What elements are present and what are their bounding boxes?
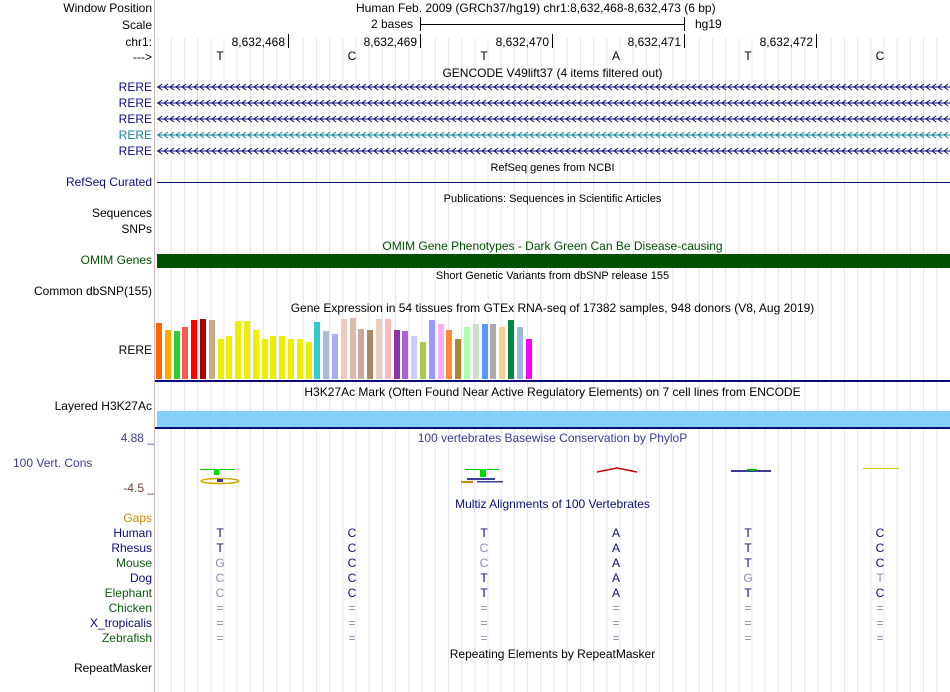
multiz-aligned-base: = [480, 631, 488, 645]
gtex-tissue-bar[interactable] [350, 318, 356, 379]
multiz-aligned-base: = [876, 601, 884, 615]
gtex-tissue-bar[interactable] [332, 334, 338, 379]
scale-bases: 2 bases [371, 17, 414, 31]
gtex-tissue-bar[interactable] [394, 330, 400, 379]
gtex-tissue-bar[interactable] [499, 327, 505, 379]
window-position-value: Human Feb. 2009 (GRCh37/hg19) chr1:8,632,468-8,632,473 (6 bp) [356, 1, 716, 15]
gtex-tissue-bar[interactable] [200, 319, 206, 379]
scale-label: Scale [121, 18, 152, 32]
multiz-aligned-base: C [347, 556, 357, 570]
gtex-tissue-bar[interactable] [455, 339, 461, 379]
gtex-tissue-bar[interactable] [341, 319, 347, 379]
multiz-aligned-base: C [875, 526, 885, 540]
multiz-species-label[interactable]: Human [113, 526, 152, 540]
reference-base: T [216, 49, 224, 63]
multiz-aligned-base: C [215, 571, 225, 585]
refseq-track-title[interactable]: RefSeq genes from NCBI [490, 162, 615, 174]
gtex-tissue-bar[interactable] [244, 321, 250, 379]
phylop-glyph-4 [731, 469, 771, 472]
multiz-aligned-base: = [348, 616, 356, 630]
phylop-track-title[interactable]: 100 vertebrates Basewise Conservation by PhyloP [417, 431, 688, 445]
gencode-transcript-strand[interactable] [155, 113, 950, 125]
multiz-aligned-base: = [216, 631, 224, 645]
gtex-track-label[interactable]: RERE [118, 343, 152, 357]
multiz-species-label[interactable]: Chicken [108, 601, 152, 615]
gtex-tissue-bar[interactable] [288, 339, 294, 379]
multiz-aligned-base: = [480, 601, 488, 615]
multiz-aligned-base: = [612, 631, 620, 645]
multiz-track-title[interactable]: Multiz Alignments of 100 Vertebrates [455, 497, 650, 511]
multiz-aligned-base: C [215, 586, 225, 600]
multiz-aligned-base: C [347, 586, 357, 600]
gtex-tissue-bar[interactable] [464, 327, 470, 379]
gtex-expression-bars[interactable] [156, 318, 556, 379]
multiz-aligned-base: A [611, 526, 620, 540]
phylop-track-label[interactable]: 100 Vert. Cons [13, 456, 93, 470]
reference-base: C [347, 49, 357, 63]
scale-bar-left-tick [420, 17, 421, 31]
reference-base: T [744, 49, 752, 63]
dbsnp-track-label[interactable]: Common dbSNP(155) [33, 284, 152, 298]
gtex-tissue-bar[interactable] [473, 324, 479, 379]
gtex-tissue-bar[interactable] [191, 320, 197, 379]
gtex-tissue-bar[interactable] [402, 331, 408, 379]
gtex-tissue-bar[interactable] [429, 320, 435, 379]
gtex-tissue-bar[interactable] [490, 324, 496, 379]
gencode-transcript-strand[interactable] [155, 145, 950, 157]
dbsnp-track-title[interactable]: Short Genetic Variants from dbSNP release 155 [435, 270, 670, 282]
gtex-tissue-bar[interactable] [306, 342, 312, 379]
multiz-gaps-label[interactable]: Gaps [123, 511, 152, 525]
gencode-transcript-label[interactable]: RERE [118, 128, 152, 142]
multiz-aligned-base: G [215, 556, 225, 570]
ruler-tick [420, 34, 421, 48]
ruler-tick [552, 34, 553, 48]
multiz-aligned-base: = [876, 616, 884, 630]
multiz-aligned-base: T [744, 526, 752, 540]
multiz-aligned-base: C [479, 556, 489, 570]
multiz-species-label[interactable]: Mouse [115, 556, 152, 570]
multiz-aligned-base: A [611, 556, 620, 570]
gencode-transcript-strand[interactable] [155, 97, 950, 109]
multiz-aligned-base: T [216, 541, 224, 555]
gencode-transcript-label[interactable]: RERE [118, 96, 152, 110]
phylop-glyph-3 [597, 468, 637, 472]
phylop-glyph-5 [863, 468, 899, 469]
gtex-tissue-bar[interactable] [323, 331, 329, 379]
gtex-tissue-bar[interactable] [367, 330, 373, 379]
gtex-tissue-bar[interactable] [270, 336, 276, 379]
multiz-species-label[interactable]: Rhesus [111, 541, 152, 555]
multiz-aligned-base: G [743, 571, 753, 585]
scale-bar-right-tick [684, 17, 685, 31]
multiz-aligned-base: = [744, 601, 752, 615]
multiz-species-label[interactable]: Dog [129, 571, 152, 585]
multiz-aligned-base: T [480, 586, 488, 600]
gtex-tissue-bar[interactable] [226, 336, 232, 379]
gtex-tissue-bar[interactable] [156, 323, 162, 379]
ruler-position-label: 8,632,471 [627, 35, 681, 49]
reference-base: T [480, 49, 488, 63]
publications-snps-label[interactable]: SNPs [121, 222, 152, 236]
gtex-tissue-bar[interactable] [235, 321, 241, 379]
h3k27ac-track-title[interactable]: H3K27Ac Mark (Often Found Near Active Regulatory Elements) on 7 cell lines from ENCODE [304, 385, 801, 399]
multiz-aligned-base: T [480, 571, 488, 585]
h3k27ac-signal-bar[interactable] [157, 411, 950, 427]
gtex-tissue-bar[interactable] [209, 320, 215, 379]
gencode-track-title[interactable]: GENCODE V49lift37 (4 items filtered out) [442, 66, 663, 80]
gencode-transcript-strand[interactable] [155, 81, 950, 93]
gtex-tissue-bar[interactable] [314, 322, 320, 379]
multiz-aligned-base: C [347, 526, 357, 540]
multiz-aligned-base: = [876, 631, 884, 645]
ruler-position-label: 8,632,469 [363, 35, 417, 49]
multiz-aligned-base: T [744, 541, 752, 555]
multiz-aligned-base: T [744, 586, 752, 600]
gtex-tissue-bar[interactable] [385, 319, 391, 379]
gtex-tissue-bar[interactable] [279, 336, 285, 379]
gencode-transcript-label[interactable]: RERE [118, 80, 152, 94]
h3k27ac-track-label[interactable]: Layered H3K27Ac [54, 399, 152, 413]
multiz-species-label[interactable]: Zebrafish [101, 631, 152, 645]
multiz-aligned-base: T [876, 571, 884, 585]
multiz-aligned-base: T [216, 526, 224, 540]
ruler-position-label: 8,632,468 [231, 35, 285, 49]
gtex-tissue-bar[interactable] [526, 339, 532, 379]
gtex-tissue-bar[interactable] [517, 327, 523, 379]
gtex-tissue-bar[interactable] [253, 330, 259, 379]
gencode-transcript-label[interactable]: RERE [118, 144, 152, 158]
omim-track-label[interactable]: OMIM Genes [80, 253, 152, 267]
publications-sequences-label[interactable]: Sequences [91, 206, 152, 220]
multiz-aligned-base: = [216, 616, 224, 630]
scale-assembly: hg19 [695, 17, 722, 31]
gencode-transcript-label[interactable]: RERE [118, 112, 152, 126]
gtex-tissue-bar[interactable] [182, 327, 188, 379]
gtex-tissue-bar[interactable] [420, 342, 426, 379]
repeatmasker-track-label[interactable]: RepeatMasker [73, 661, 152, 675]
ruler-tick [684, 34, 685, 48]
gtex-tissue-bar[interactable] [297, 339, 303, 379]
phylop-max-label: 4.88 _ [120, 431, 154, 445]
reference-base: A [611, 49, 620, 63]
phylop-signal[interactable] [155, 462, 950, 486]
phylop-min-label: -4.5 _ [123, 481, 154, 495]
gtex-tissue-bar[interactable] [358, 329, 364, 379]
refseq-gene-line[interactable] [157, 182, 950, 183]
h3k27ac-track-baseline [155, 427, 950, 429]
multiz-aligned-base: C [479, 541, 489, 555]
multiz-aligned-base: A [611, 571, 620, 585]
multiz-aligned-base: = [744, 631, 752, 645]
gtex-track-title[interactable]: Gene Expression in 54 tissues from GTEx RNA-seq of 17382 samples, 948 donors (V8, Aug 2019) [290, 301, 815, 315]
multiz-species-label[interactable]: X_tropicalis [89, 616, 152, 630]
gtex-tissue-bar[interactable] [482, 324, 488, 379]
gtex-tissue-bar[interactable] [262, 339, 268, 379]
multiz-aligned-base: T [744, 556, 752, 570]
omim-gene-bar[interactable] [157, 254, 950, 268]
publications-track-title[interactable]: Publications: Sequences in Scientific Articles [443, 193, 662, 205]
gtex-tissue-bar[interactable] [218, 339, 224, 379]
phylop-glyph-1 [200, 469, 239, 484]
multiz-aligned-base: = [348, 601, 356, 615]
gencode-transcript-strand[interactable] [155, 129, 950, 141]
multiz-species-label[interactable]: Elephant [104, 586, 152, 600]
chrom-label[interactable]: chr1: [125, 35, 152, 49]
gtex-tissue-bar[interactable] [376, 319, 382, 379]
ruler-tick [816, 34, 817, 48]
gtex-track-baseline [155, 380, 950, 382]
repeatmasker-track-title[interactable]: Repeating Elements by RepeatMasker [449, 647, 656, 661]
multiz-aligned-base: A [611, 586, 620, 600]
ruler-position-label: 8,632,472 [759, 35, 813, 49]
multiz-aligned-base: C [347, 541, 357, 555]
gtex-tissue-bar[interactable] [165, 330, 171, 379]
refseq-track-label[interactable]: RefSeq Curated [65, 175, 152, 189]
multiz-aligned-base: T [480, 526, 488, 540]
multiz-aligned-base: C [875, 541, 885, 555]
gtex-tissue-bar[interactable] [446, 330, 452, 379]
ruler-position-label: 8,632,470 [495, 35, 549, 49]
reference-base: C [875, 49, 885, 63]
multiz-aligned-base: = [480, 616, 488, 630]
multiz-aligned-base: = [612, 616, 620, 630]
phylop-glyph-2 [461, 469, 503, 483]
multiz-aligned-base: C [875, 586, 885, 600]
multiz-aligned-base: = [216, 601, 224, 615]
scale-bar [421, 24, 685, 25]
multiz-aligned-base: C [875, 556, 885, 570]
gtex-tissue-bar[interactable] [438, 324, 444, 379]
multiz-aligned-base: A [611, 541, 620, 555]
omim-track-title[interactable]: OMIM Gene Phenotypes - Dark Green Can Be Disease-causing [382, 239, 723, 253]
multiz-aligned-base: C [347, 571, 357, 585]
strand-label[interactable]: ---> [133, 50, 152, 64]
window-position-label: Window Position [63, 1, 152, 15]
gtex-tissue-bar[interactable] [508, 320, 514, 379]
ruler-tick [288, 34, 289, 48]
multiz-aligned-base: = [348, 631, 356, 645]
gtex-tissue-bar[interactable] [174, 331, 180, 379]
multiz-aligned-base: = [744, 616, 752, 630]
gtex-tissue-bar[interactable] [411, 336, 417, 379]
multiz-aligned-base: = [612, 601, 620, 615]
